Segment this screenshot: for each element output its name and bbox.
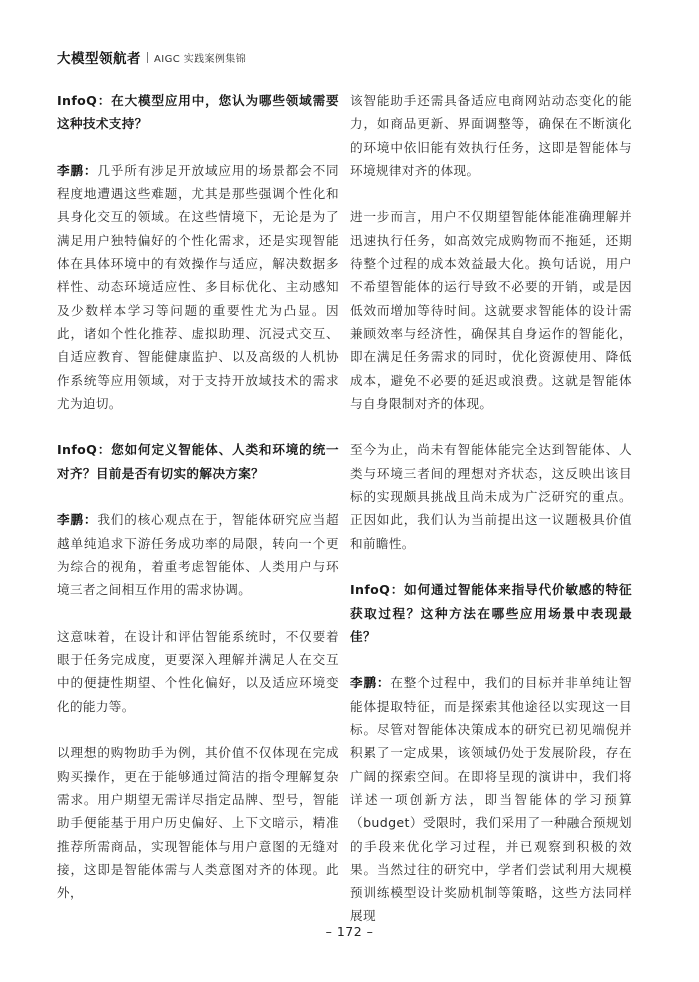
speaker-label: 李鹏： bbox=[350, 675, 391, 691]
answer-3-text: 在整个过程中，我们的目标并非单纯让智能体提取特征，而是探索其他途径以实现这一目标。尽管对智能体决策成本的研究已初见端倪并积累了一定成果，该领域仍处于发展阶段，存在广阔的探索空间。在即将呈现的演讲中，我们将详述一项创新方法，即当智能体的学习预算（budget）受限时，我们采用了一种融合预规划的手段来优化学习过程，并已观察到积极的效果。当然过往的研究中，学者们尝试利用大规模预训练模型设计奖励机制等策略，这些方法同样展现 bbox=[350, 675, 632, 924]
speaker-label: 李鹏： bbox=[57, 512, 98, 528]
paragraph: 该智能助手还需具备适应电商网站动态变化的能力，如商品更新、界面调整等，确保在不断演化的环境中依旧能有效执行任务，这即是智能体与环境规律对齐的体现。 bbox=[350, 93, 632, 178]
answer-1 bbox=[57, 159, 339, 415]
answer-3 bbox=[350, 671, 632, 927]
answer-2-text: 我们的核心观点在于，智能体研究应当超越单纯追求下游任务成功率的局限，转向一个更为综合的视角，着重考虑智能体、人类用户与环境三者之间相互作用的需求协调。 bbox=[57, 512, 339, 598]
paragraph: 进一步而言，用户不仅期望智能体能准确理解并迅速执行任务，如高效完成购物而不拖延，还期待整个过程的成本效益最大化。换句话说，用户不希望智能体的运行导致不必要的开销，或是因低效而增加等待时间。这就要求智能体的设计需兼顾效率与经济性，确保其自身运作的智能化，即在满足任务需求的同时，优化资源使用、降低成本，避免不必要的延迟或浪费。这就是智能体与自身限制对齐的体现。 bbox=[350, 209, 632, 411]
running-header bbox=[57, 46, 246, 68]
answer-1-text: 几乎所有涉足开放域应用的场景都会不同程度地遭遇这些难题，尤其是那些强调个性化和具身化交互的领域。在这些情境下，无论是为了满足用户独特偏好的个性化需求，还是实现智能体在具体环境中的有效操作与适应，解决数据多样性、动态环境适应性、多目标优化、主动感知及少数样本学习等问题的重要性尤为凸显。因此，诸如个性化推荐、虚拟助理、沉浸式交互、自适应教育、智能健康监护、以及高级的人机协作系统等应用领域，对于支持开放域技术的需求尤为迫切。 bbox=[57, 162, 339, 411]
answer-2 bbox=[57, 508, 339, 601]
paragraph: 以理想的购物助手为例，其价值不仅体现在完成购买操作，更在于能够通过简洁的指令理解复杂需求。用户期望无需详尽指定品牌、型号，智能助手便能基于用户历史偏好、上下文暗示，精准推荐所需商品，实现智能体与用户意图的无缝对接，这即是智能体需与人类意图对齐的体现。此外， bbox=[57, 745, 339, 901]
left-column bbox=[57, 89, 339, 928]
question-2: InfoQ：您如何定义智能体、人类和环境的统一对齐？目前是否有切实的解决方案？ bbox=[57, 442, 339, 481]
book-title: 大模型领航者 bbox=[57, 51, 141, 67]
paragraph: 至今为止，尚未有智能体能完全达到智能体、人类与环境三者间的理想对齐状态，这反映出该目标的实现颇具挑战且尚未成为广泛研究的重点。正因如此，我们认为当前提出这一议题极具价值和前瞻性。 bbox=[350, 442, 632, 551]
book-subtitle: AIGC 实践案例集锦 bbox=[154, 53, 247, 65]
question-1: InfoQ：在大模型应用中，您认为哪些领域需要这种技术支持？ bbox=[57, 93, 339, 132]
right-column bbox=[350, 89, 632, 951]
question-3: InfoQ：如何通过智能体来指导代价敏感的特征获取过程？这种方法在哪些应用场景中表现最佳？ bbox=[350, 582, 632, 644]
paragraph: 这意味着，在设计和评估智能系统时，不仅要着眼于任务完成度，更要深入理解并满足人在交互中的便捷性期望、个性化偏好，以及适应环境变化的能力等。 bbox=[57, 628, 339, 714]
header-divider bbox=[147, 52, 148, 63]
page-number: – 172 – bbox=[325, 924, 374, 939]
speaker-label: 李鹏： bbox=[57, 162, 98, 178]
